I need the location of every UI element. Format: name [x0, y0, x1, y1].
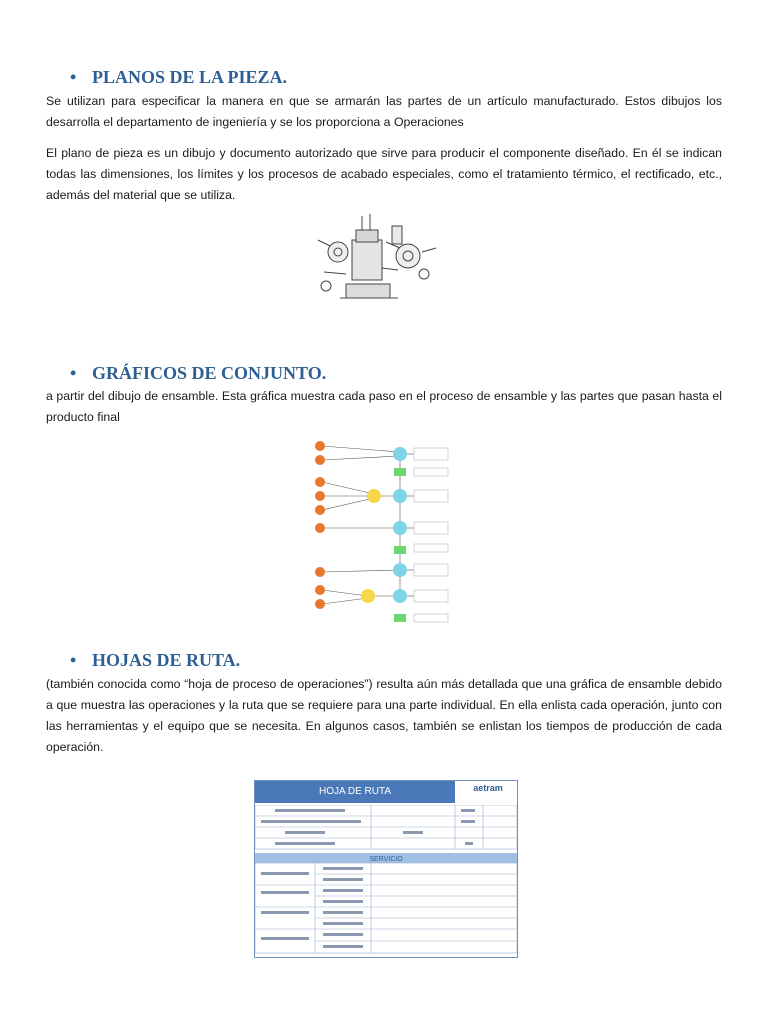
part-node — [315, 585, 325, 595]
bullet-icon: • — [70, 363, 77, 383]
part-node — [315, 491, 325, 501]
part-node — [315, 455, 325, 465]
part-node — [315, 523, 325, 533]
heading-text: PLANOS DE LA PIEZA. — [92, 67, 288, 87]
part-node — [315, 477, 325, 487]
route-sheet-title: HOJA DE RUTA — [318, 786, 392, 797]
part-node — [315, 505, 325, 515]
part-node — [315, 567, 325, 577]
paragraph-planos-2: El plano de pieza es un dibujo y documento autorizado que sirve para producir el componente diseñado. En él se indican todas las dimensiones, los límites y los procesos de acabado especiales, como el tratamiento térmico, el rectificado, etc., además del material que se utiliza. — [46, 146, 722, 202]
section-heading-graficos — [70, 362, 326, 384]
paragraph-hojas-1: (también conocida como “hoja de proceso de operaciones”) resulta aún más detallada que una gráfica de ensamble debido a que muestra las operaciones y la ruta que se requiere para una parte individual. En ella enlista cada operación, junto con las herramientas y el equipo que se necesita. En algunos casos, también se enlistan los tiempos de producción de cada operación. — [46, 677, 722, 754]
route-sheet-grid — [255, 805, 517, 955]
heading-text: HOJAS DE RUTA. — [92, 650, 241, 670]
heading-text: GRÁFICOS DE CONJUNTO. — [92, 363, 327, 383]
exploded-part-drawing — [310, 212, 440, 312]
paragraph-graficos-1: a partir del dibujo de ensamble. Esta gráfica muestra cada paso en el proceso de ensamble y las partes que pasan hasta el producto final — [46, 389, 722, 424]
svg-text:SERVICIO: SERVICIO — [369, 856, 403, 863]
section-heading-planos — [70, 66, 287, 88]
paragraph-planos-1: Se utilizan para especificar la manera en que se armarán las partes de un artículo manufacturado. Estos dibujos los desarrolla el departamento de ingeniería y se los proporciona a Operaciones — [46, 94, 722, 129]
bullet-icon: • — [70, 67, 77, 87]
part-node — [315, 441, 325, 451]
part-node — [315, 599, 325, 609]
assembly-chart — [312, 436, 452, 626]
section-heading-hojas — [70, 649, 240, 671]
bullet-icon: • — [70, 650, 77, 670]
route-sheet-image — [254, 780, 518, 958]
route-sheet-logo: aetram — [473, 783, 503, 793]
